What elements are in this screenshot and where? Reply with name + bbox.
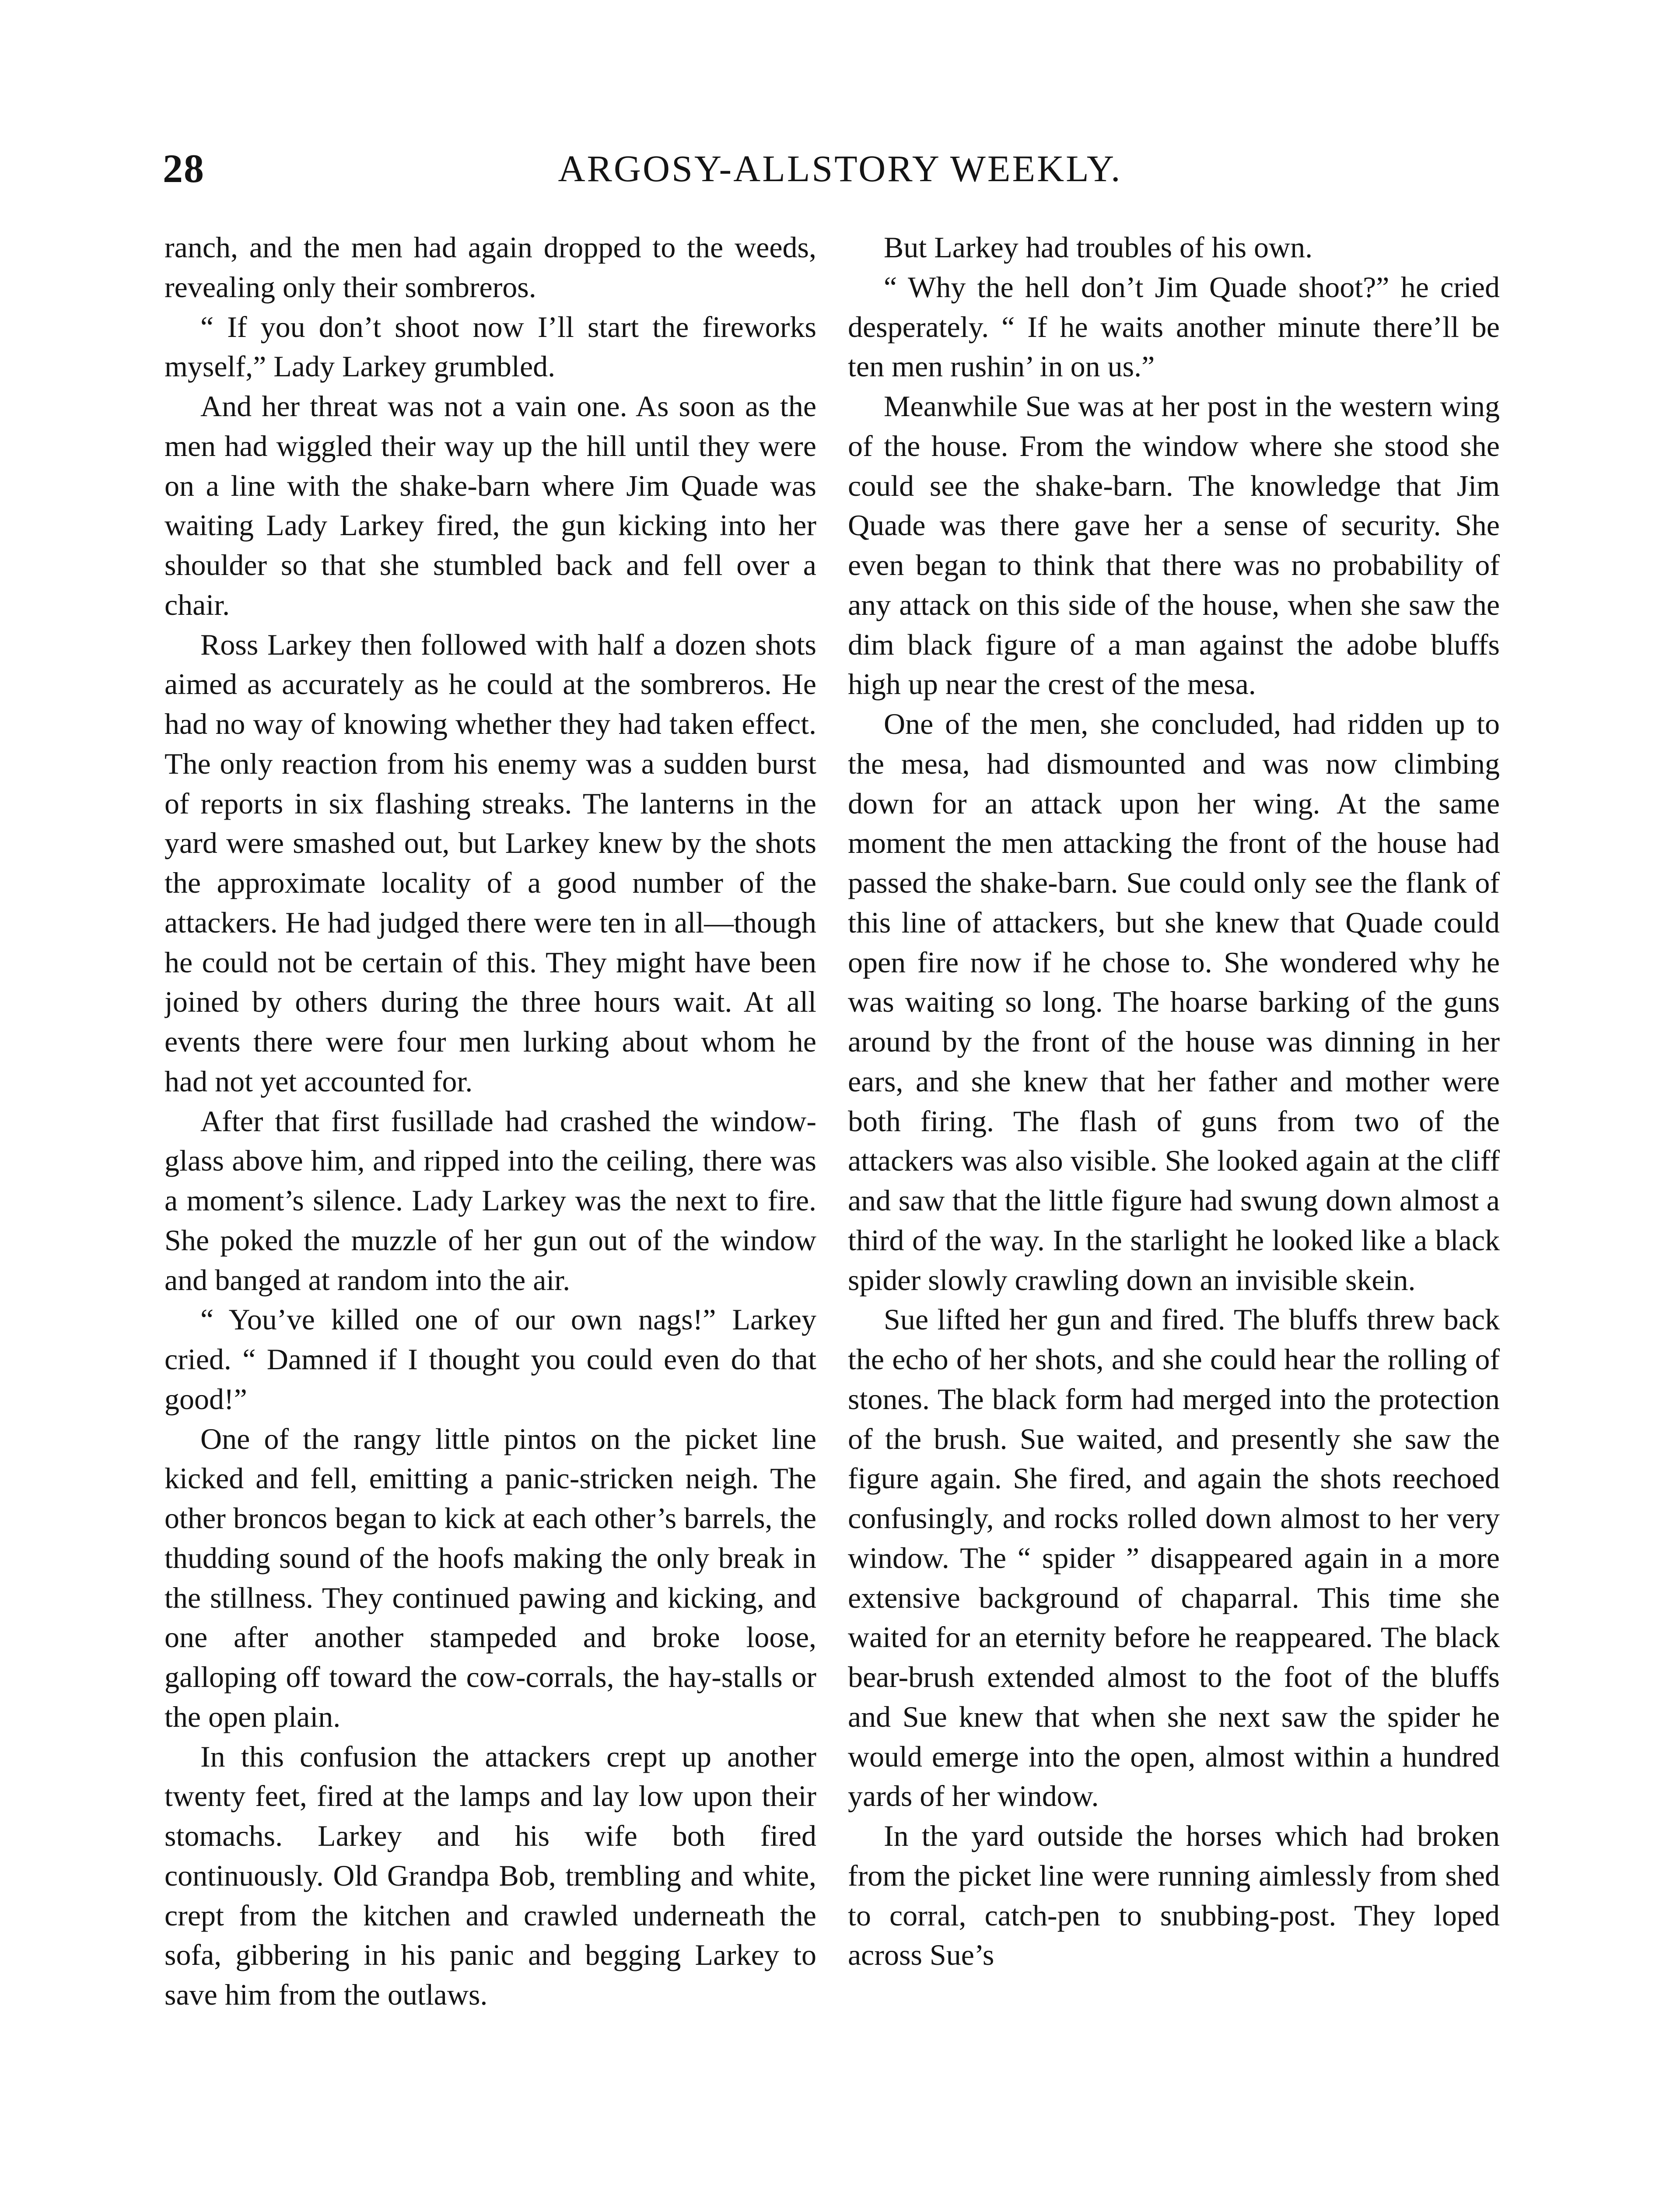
paragraph: “ Why the hell don’t Jim Quade shoot?” he cried desperately. “ If he waits another minute there’ll be ten men rushin’ in on us.” <box>848 270 1500 383</box>
paragraph: “ You’ve killed one of our own nags!” Larkey cried. “ Damned if I thought you could even do that good!” <box>164 1303 816 1416</box>
paragraph: Meanwhile Sue was at her post in the western wing of the house. From the window where she stood she could see the shake-barn. The knowledge that Jim Quade was there gave her a sense of security. She even began to think that there was no probability of any attack on this side of the house, when she saw the dim black figure of a man against the adobe bluffs high up near the crest of the mesa. <box>848 389 1500 701</box>
paragraph: In the yard outside the horses which had broken from the picket line were running aimlessly from shed to corral, catch-pen to snubbing-post. They loped across Sue’s <box>848 1819 1500 1972</box>
paragraph: After that first fusillade had crashed the window-glass above him, and ripped into the ceiling, there was a moment’s silence. Lady Larkey was the next to fire. She poked the muzzle of her gun out of the window and banged at random into the air. <box>164 1104 816 1297</box>
page-number: 28 <box>163 146 205 191</box>
running-head: ARGOSY-ALLSTORY WEEKLY. <box>558 147 1122 189</box>
page-header <box>163 144 1517 197</box>
paragraph: ranch, and the men had again dropped to the weeds, revealing only their sombreros. <box>164 231 816 304</box>
paragraph: And her threat was not a vain one. As soon as the men had wiggled their way up the hill until they were on a line with the shake-barn where Jim Quade was waiting Lady Larkey fired, the gun kicking into her shoulder so that she stumbled back and fell over a chair. <box>164 389 816 621</box>
right-column <box>848 228 1500 2188</box>
paragraph: In this confusion the attackers crept up another twenty feet, fired at the lamps and lay low upon their stomachs. Larkey and his wife both fired continuously. Old Grandpa Bob, trembling and white, crept from the kitchen and crawled underneath the sofa, gibbering in his panic and begging Larkey to save him from the outlaws. <box>164 1739 816 2011</box>
paragraph: Sue lifted her gun and fired. The bluffs threw back the echo of her shots, and she could hear the rolling of stones. The black form had merged into the protection of the brush. Sue waited, and presently she saw the figure again. She fired, and again the shots reechoed confusingly, and rocks rolled down almost to her very window. The “ spider ” disappeared again in a more extensive background of chaparral. This time she waited for an eternity before he reappeared. The black bear-brush extended almost to the foot of the bluffs and Sue knew that when she next saw the spider he would emerge into the open, almost within a hundred yards of her window. <box>848 1303 1500 1813</box>
paragraph: One of the men, she concluded, had ridden up to the mesa, had dismounted and was now climbing down for an attack upon her wing. At the same moment the men attacking the front of the house had passed the shake-barn. Sue could only see the flank of this line of attackers, but she knew that Quade could open fire now if he chose to. She wondered why he was waiting so long. The hoarse barking of the guns around by the front of the house was dinning in her ears, and she knew that her father and mother were both firing. The flash of guns from two of the attackers was also visible. She looked again at the cliff and saw that the little figure had swung down almost a third of the way. In the starlight he looked like a black spider slowly crawling down an invisible skein. <box>848 707 1500 1297</box>
left-column <box>164 228 816 2188</box>
paragraph: Ross Larkey then followed with half a dozen shots aimed as accurately as he could at the sombreros. He had no way of knowing whether they had taken effect. The only reaction from his enemy was a sudden burst of reports in six flashing streaks. The lanterns in the yard were smashed out, but Larkey knew by the shots the approximate locality of a good number of the attackers. He had judged there were ten in all—though he could not be certain of this. They might have been joined by others during the three hours wait. At all events there were four men lurking about whom he had not yet accounted for. <box>164 628 816 1098</box>
paragraph: One of the rangy little pintos on the picket line kicked and fell, emitting a panic-stricken neigh. The other broncos began to kick at each other’s barrels, the thudding sound of the hoofs making the only break in the stillness. They continued pawing and kicking, and one after another stampeded and broke loose, galloping off toward the cow-corrals, the hay-stalls or the open plain. <box>164 1422 816 1733</box>
paragraph: “ If you don’t shoot now I’ll start the fireworks myself,” Lady Larkey grumbled. <box>164 310 816 383</box>
paragraph: But Larkey had troubles of his own. <box>884 231 1313 264</box>
